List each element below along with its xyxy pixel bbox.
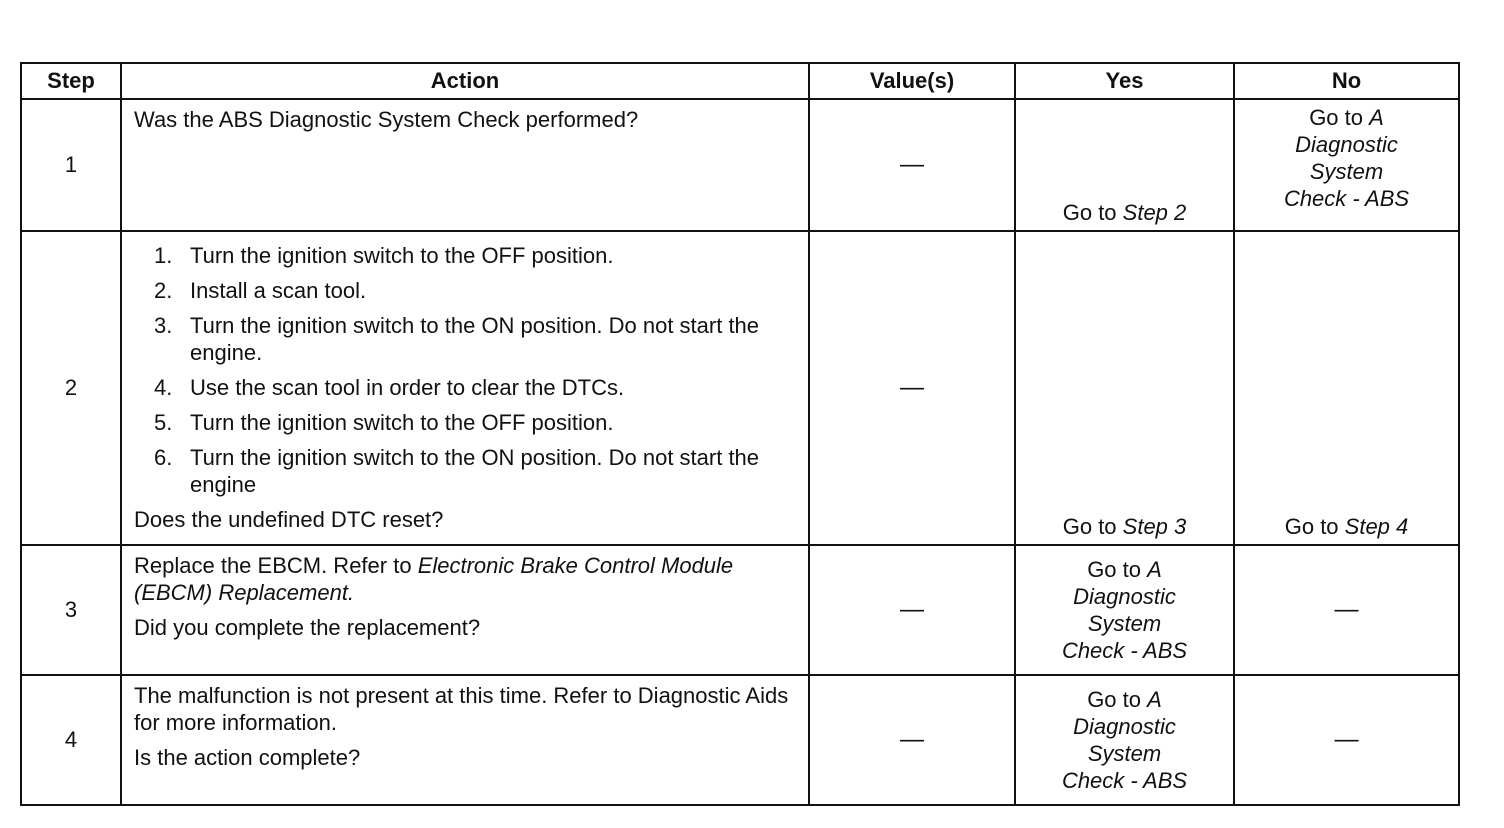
no-prefix: Go to xyxy=(1284,514,1345,539)
no-link-part[interactable]: Check - ABS xyxy=(1283,186,1410,211)
yes-prefix: Go to xyxy=(1062,200,1123,225)
yes-link[interactable]: Step 3 xyxy=(1122,514,1187,539)
no-prefix: Go to xyxy=(1309,105,1370,130)
step-number: 3 xyxy=(21,545,121,675)
yes-link-part[interactable]: A xyxy=(1147,557,1162,582)
header-action: Action xyxy=(121,63,809,99)
step-number: 4 xyxy=(21,675,121,805)
value-cell: — xyxy=(809,231,1015,545)
no-link-part[interactable]: Diagnostic xyxy=(1295,132,1398,157)
action-question: Is the action complete? xyxy=(134,745,361,770)
yes-link-part[interactable]: System xyxy=(1087,741,1162,766)
value-cell: — xyxy=(809,99,1015,231)
yes-cell xyxy=(1015,545,1234,675)
action-link[interactable]: Electronic Brake Control Module (EBCM) Replacement. xyxy=(134,553,734,605)
header-yes: Yes xyxy=(1015,63,1234,99)
list-item: 6. Turn the ignition switch to the ON position. Do not start the engine xyxy=(154,445,760,497)
action-question: Does the undefined DTC reset? xyxy=(134,507,444,532)
table-row xyxy=(21,675,1459,805)
yes-cell xyxy=(1015,231,1234,545)
value-cell: — xyxy=(809,675,1015,805)
action-cell xyxy=(121,231,809,545)
value-cell: — xyxy=(809,545,1015,675)
yes-link-part[interactable]: A xyxy=(1147,687,1162,712)
table-row xyxy=(21,99,1459,231)
yes-link-part[interactable]: Check - ABS xyxy=(1061,638,1188,663)
list-item: 1. Turn the ignition switch to the OFF position. xyxy=(154,243,614,268)
no-link[interactable]: Step 4 xyxy=(1344,514,1409,539)
action-question: Did you complete the replacement? xyxy=(134,615,481,640)
yes-link-part[interactable]: Diagnostic xyxy=(1073,714,1176,739)
list-item: 3. Turn the ignition switch to the ON position. Do not start the engine. xyxy=(154,313,760,365)
header-row xyxy=(21,63,1459,99)
no-link-part[interactable]: A xyxy=(1369,105,1384,130)
table-row xyxy=(21,231,1459,545)
no-cell xyxy=(1234,99,1459,231)
diagnostic-table xyxy=(20,62,1460,806)
yes-prefix: Go to xyxy=(1087,687,1148,712)
action-step-list xyxy=(134,242,798,498)
no-link-part[interactable]: System xyxy=(1309,159,1384,184)
yes-prefix: Go to xyxy=(1087,557,1148,582)
header-step: Step xyxy=(21,63,121,99)
list-item: 5. Turn the ignition switch to the OFF position. xyxy=(154,410,614,435)
no-cell xyxy=(1234,231,1459,545)
action-text: Was the ABS Diagnostic System Check performed? xyxy=(134,107,639,132)
list-item: 4. Use the scan tool in order to clear the DTCs. xyxy=(154,375,625,400)
no-cell: — xyxy=(1234,675,1459,805)
list-item: 2. Install a scan tool. xyxy=(154,278,367,303)
action-cell xyxy=(121,545,809,675)
yes-link[interactable]: Step 2 xyxy=(1122,200,1187,225)
header-values: Value(s) xyxy=(809,63,1015,99)
yes-link-part[interactable]: System xyxy=(1087,611,1162,636)
yes-prefix: Go to xyxy=(1062,514,1123,539)
action-text: Replace the EBCM. Refer to Electronic Brake Control Module (EBCM) Replacement. xyxy=(134,553,734,605)
step-number: 1 xyxy=(21,99,121,231)
yes-cell xyxy=(1015,675,1234,805)
yes-cell xyxy=(1015,99,1234,231)
action-cell xyxy=(121,675,809,805)
no-cell: — xyxy=(1234,545,1459,675)
table-row xyxy=(21,545,1459,675)
header-no: No xyxy=(1234,63,1459,99)
yes-link-part[interactable]: Check - ABS xyxy=(1061,768,1188,793)
action-text: The malfunction is not present at this time. Refer to Diagnostic Aids for more information. xyxy=(134,683,789,735)
step-number: 2 xyxy=(21,231,121,545)
yes-link-part[interactable]: Diagnostic xyxy=(1073,584,1176,609)
action-cell xyxy=(121,99,809,231)
